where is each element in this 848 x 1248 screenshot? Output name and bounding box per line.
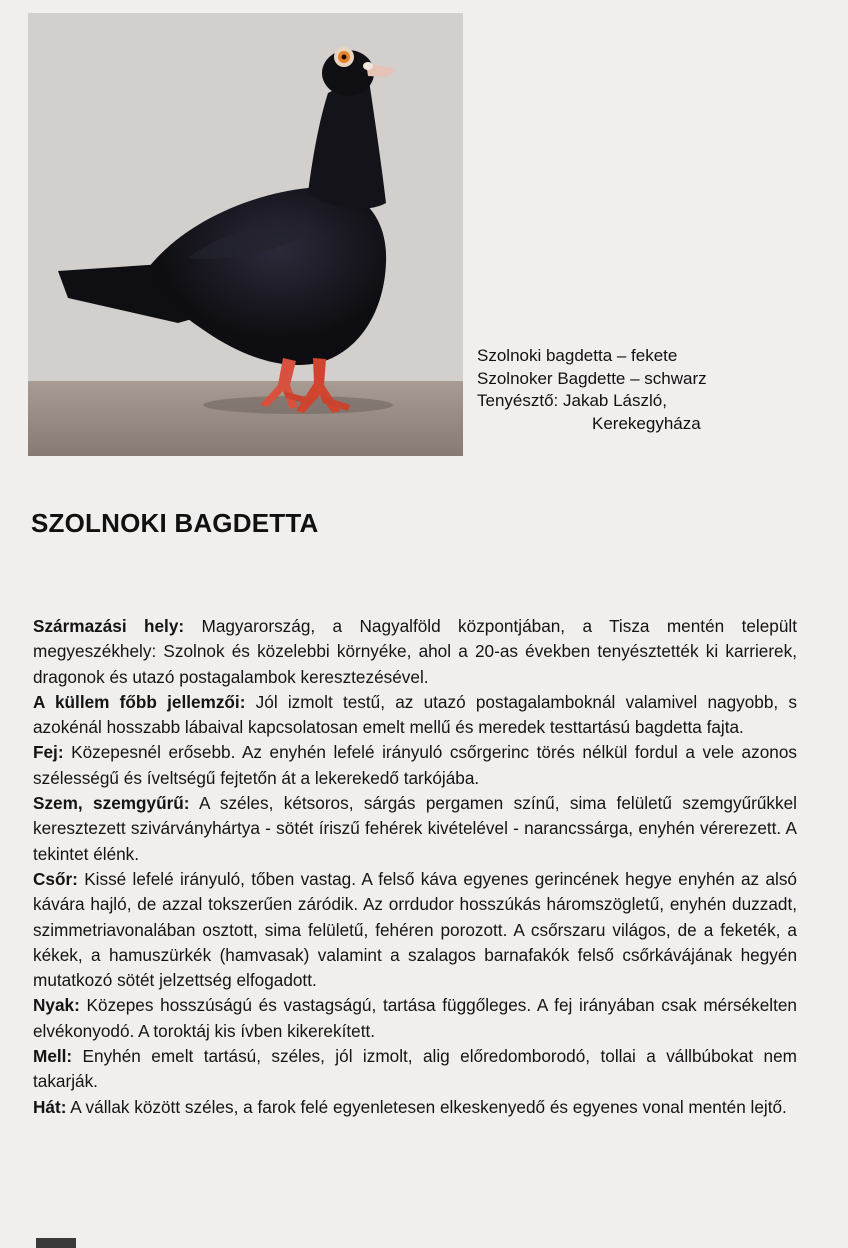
article-title: SZOLNOKI BAGDETTA [31, 508, 319, 538]
section-label: Nyak: [33, 995, 80, 1016]
section-appearance [33, 690, 797, 741]
section-beak [33, 867, 797, 993]
section-text: Közepesnél erősebb. Az enyhén lefelé irányuló csőrgerinc törés nélkül fordul a vele azonos szélességű és íveltségű fejtetőn át a lekerekedő tarkójába. [33, 742, 797, 788]
section-eye [33, 791, 797, 867]
section-label: Fej: [33, 742, 64, 763]
section-text: A vállak között széles, a farok felé egyenletesen elkeskenyedő és egyenes vonal mentén lejtő. [66, 1096, 787, 1117]
caption-line-2: Szolnoker Bagdette – schwarz [477, 368, 707, 388]
section-label: Csőr: [33, 868, 78, 889]
section-label: Mell: [33, 1046, 73, 1067]
section-label: Származási hely: [33, 616, 185, 636]
section-chest [33, 1044, 797, 1095]
caption-line-3: Tenyésztő: Jakab László, [477, 391, 667, 410]
photo-caption [477, 345, 707, 435]
page-edge-mark [36, 1238, 76, 1248]
section-text: Kissé lefelé irányuló, tőben vastag. A felső káva egyenes gerincének hegye enyhén az alsó kávára hajló, de azzal tokszerűen záródik. Az orrdudor hosszúkás háromszögletű, enyhén duzzadt, szimmetriavonalában osztott, sima felületű, fehéren porozott. A csőrszaru világos, de a feketék, a kékek, a hamuszürkék (hamvasak) valamint a szalagos barnafakók felső csőrkávájának hegyén mutatkozó sötét jelzettség elfogadott. [33, 868, 797, 991]
section-text: Közepes hosszúságú és vastagságú, tartása függőleges. A fej irányában csak mérsékelten elvékonyodó. A toroktáj kis ívben kikerekített. [33, 995, 797, 1041]
breed-description [33, 614, 797, 1120]
section-text: Jól izmolt testű, az utazó postagalamboknál valamivel nagyobb, s azokénál hosszabb lábaival kapcsolatosan emelt mellű és meredek testtartású bagdetta fajta. [33, 691, 797, 738]
section-back [33, 1095, 797, 1120]
section-label: Hát: [33, 1096, 67, 1117]
caption-line-4: Kerekegyháza [592, 413, 701, 433]
section-text: Enyhén emelt tartású, széles, jól izmolt, alig előredomborodó, tollai a vállbúbokat nem takarják. [33, 1046, 797, 1092]
section-text: Magyarország, a Nagyalföld központjában, a Tisza mentén települt megyeszékhely: Szolnok és közelebbi környéke, ahol a 20-as években tenyésztették ki karrierek, dragonok és utazó postagalambok keresztezésével. [33, 616, 797, 687]
section-neck [33, 993, 797, 1044]
section-label: Szem, szemgyűrű: [33, 793, 190, 814]
pigeon-photo [28, 13, 463, 456]
caption-line-1: Szolnoki bagdetta – fekete [477, 346, 678, 365]
section-text: A széles, kétsoros, sárgás pergamen színű, sima felületű szemgyűrűkkel keresztezett szivárványhártya - sötét íriszű fehérek kivételével - narancssárga, enyhén vérerezett. A tekintet élénk. [33, 793, 797, 864]
section-origin [33, 614, 797, 690]
section-label: A küllem főbb jellemzői: [33, 691, 246, 712]
section-head [33, 740, 797, 791]
